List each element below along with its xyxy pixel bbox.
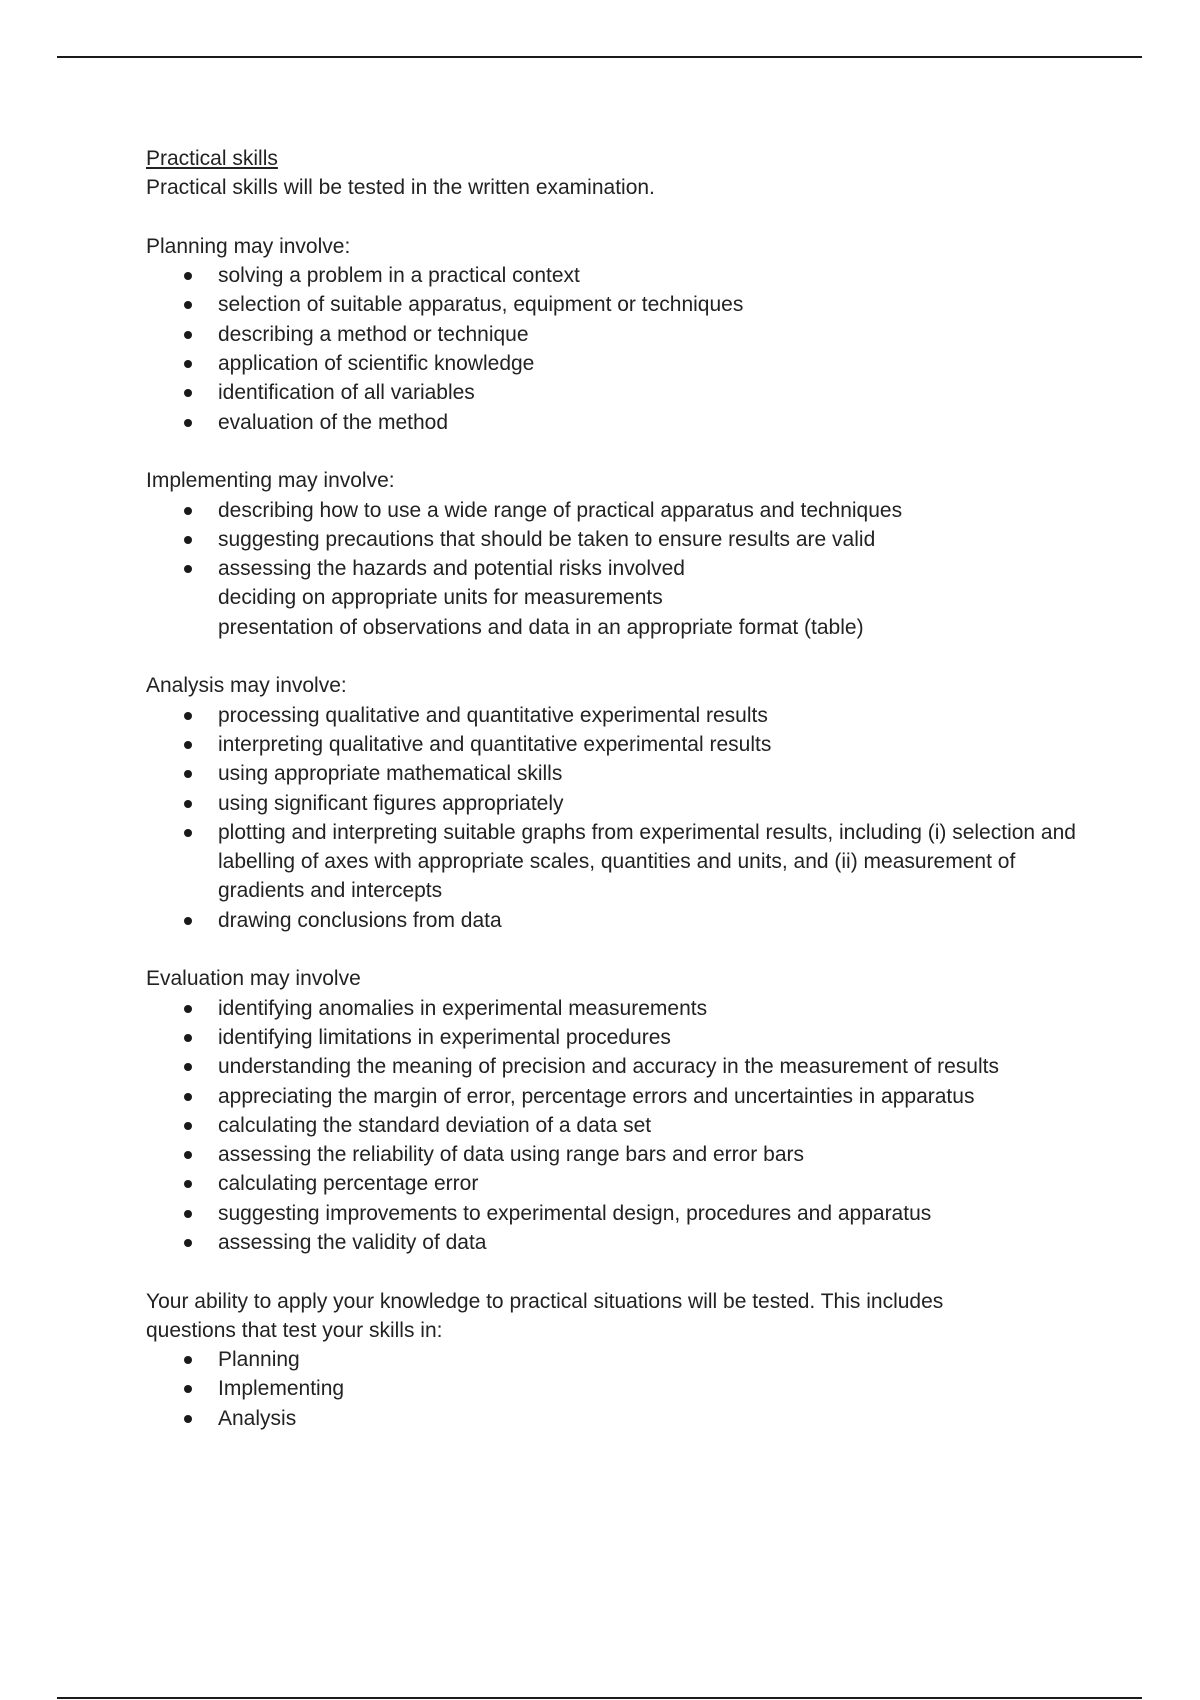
list-item-text: Planning xyxy=(218,1348,300,1372)
list-item xyxy=(146,818,1106,906)
list-item-text: describing how to use a wide range of practical apparatus and techniques xyxy=(218,498,903,522)
bullet-icon xyxy=(184,1063,192,1071)
bullet-icon xyxy=(184,770,192,778)
list-item xyxy=(146,613,1106,642)
list-item xyxy=(146,701,1106,730)
bullet-icon xyxy=(184,360,192,368)
section-spacer xyxy=(146,1257,1106,1286)
list-item xyxy=(146,1404,1106,1433)
list-item xyxy=(146,1199,1106,1228)
list-item xyxy=(146,994,1106,1023)
bullet-icon xyxy=(184,1005,192,1013)
list-item xyxy=(146,496,1106,525)
list-item xyxy=(146,1082,1106,1111)
bullet-icon xyxy=(184,301,192,309)
list-item xyxy=(146,1345,1106,1374)
bullet-icon xyxy=(184,419,192,427)
list-item xyxy=(146,320,1106,349)
list-item-text: calculating the standard deviation of a data set xyxy=(218,1113,652,1137)
document-title: Practical skills xyxy=(146,147,278,170)
sections-container xyxy=(146,203,1106,1433)
list-item-text: selection of suitable apparatus, equipment or techniques xyxy=(218,293,744,317)
bottom-rule xyxy=(57,1697,1142,1699)
top-rule xyxy=(57,56,1142,58)
list-item xyxy=(146,583,1106,612)
section-heading: Evaluation may involve xyxy=(146,967,361,991)
list-item-text: solving a problem in a practical context xyxy=(218,264,580,288)
bullet-icon xyxy=(184,1385,192,1393)
list-item-text: plotting and interpreting suitable graphs from experimental results, including (i) selection and labelling of axes with appropriate scales, quantities and units, and (ii) measurement of gradients and intercepts xyxy=(218,820,1076,903)
bullet-icon xyxy=(184,1093,192,1101)
section-heading: Implementing may involve: xyxy=(146,469,395,493)
list-item-text: identifying limitations in experimental procedures xyxy=(218,1025,671,1049)
list-item-text: drawing conclusions from data xyxy=(218,908,502,932)
list-item xyxy=(146,525,1106,554)
bullet-list xyxy=(146,701,1106,935)
list-item xyxy=(146,1140,1106,1169)
list-item-text: assessing the hazards and potential risks involved xyxy=(218,557,685,581)
list-item xyxy=(146,554,1106,583)
bullet-list xyxy=(146,261,1106,437)
list-item-text: assessing the reliability of data using range bars and error bars xyxy=(218,1143,804,1167)
bullet-icon xyxy=(184,741,192,749)
bullet-list xyxy=(146,496,1106,642)
bullet-list xyxy=(146,1345,1106,1433)
list-item-text: evaluation of the method xyxy=(218,410,448,434)
bullet-icon xyxy=(184,1415,192,1423)
bullet-icon xyxy=(184,272,192,280)
list-item xyxy=(146,906,1106,935)
bullet-icon xyxy=(184,1239,192,1247)
bullet-list xyxy=(146,994,1106,1258)
bullet-icon xyxy=(184,565,192,573)
list-item xyxy=(146,1169,1106,1198)
bullet-icon xyxy=(184,389,192,397)
list-item xyxy=(146,1023,1106,1052)
list-item-text: deciding on appropriate units for measurements xyxy=(218,586,663,610)
list-item-text: presentation of observations and data in an appropriate format (table) xyxy=(218,615,864,639)
list-item-text: identifying anomalies in experimental measurements xyxy=(218,996,708,1020)
list-item xyxy=(146,349,1106,378)
bullet-icon xyxy=(184,331,192,339)
section-spacer xyxy=(146,642,1106,671)
list-item xyxy=(146,1228,1106,1257)
list-item xyxy=(146,261,1106,290)
list-item-text: processing qualitative and quantitative experimental results xyxy=(218,703,768,727)
bullet-icon xyxy=(184,507,192,515)
bullet-icon xyxy=(184,829,192,837)
list-item xyxy=(146,1052,1106,1081)
bullet-icon xyxy=(184,1210,192,1218)
list-item-text: Implementing xyxy=(218,1377,345,1401)
list-item-text: identification of all variables xyxy=(218,381,475,405)
list-item xyxy=(146,408,1106,437)
bullet-icon xyxy=(184,1356,192,1364)
section-heading: Your ability to apply your knowledge to practical situations will be tested. This includes questions that test your skills in: xyxy=(146,1289,944,1342)
section-spacer xyxy=(146,203,1106,232)
section-heading: Analysis may involve: xyxy=(146,674,347,698)
list-item-text: describing a method or technique xyxy=(218,322,529,346)
bullet-icon xyxy=(184,1034,192,1042)
list-item-text: suggesting precautions that should be taken to ensure results are valid xyxy=(218,527,876,551)
list-item-text: application of scientific knowledge xyxy=(218,352,535,376)
list-item xyxy=(146,1111,1106,1140)
list-item-text: understanding the meaning of precision and accuracy in the measurement of results xyxy=(218,1055,999,1079)
bullet-icon xyxy=(184,1122,192,1130)
bullet-icon xyxy=(184,1180,192,1188)
list-item xyxy=(146,290,1106,319)
section-spacer xyxy=(146,437,1106,466)
bullet-icon xyxy=(184,800,192,808)
list-item-text: using appropriate mathematical skills xyxy=(218,762,563,786)
list-item xyxy=(146,759,1106,788)
bullet-icon xyxy=(184,917,192,925)
list-item-text: calculating percentage error xyxy=(218,1172,479,1196)
section-spacer xyxy=(146,935,1106,964)
list-item-text: Analysis xyxy=(218,1406,297,1430)
bullet-icon xyxy=(184,1151,192,1159)
list-item-text: using significant figures appropriately xyxy=(218,791,564,815)
intro-text: Practical skills will be tested in the written examination. xyxy=(146,176,655,200)
list-item-text: interpreting qualitative and quantitative experimental results xyxy=(218,732,772,756)
list-item xyxy=(146,730,1106,759)
list-item xyxy=(146,378,1106,407)
list-item-text: appreciating the margin of error, percentage errors and uncertainties in apparatus xyxy=(218,1084,975,1108)
document-body xyxy=(146,144,1106,1433)
list-item-text: suggesting improvements to experimental design, procedures and apparatus xyxy=(218,1201,932,1225)
list-item xyxy=(146,1374,1106,1403)
list-item xyxy=(146,789,1106,818)
bullet-icon xyxy=(184,712,192,720)
bullet-icon xyxy=(184,536,192,544)
section-heading: Planning may involve: xyxy=(146,234,351,258)
list-item-text: assessing the validity of data xyxy=(218,1230,487,1254)
